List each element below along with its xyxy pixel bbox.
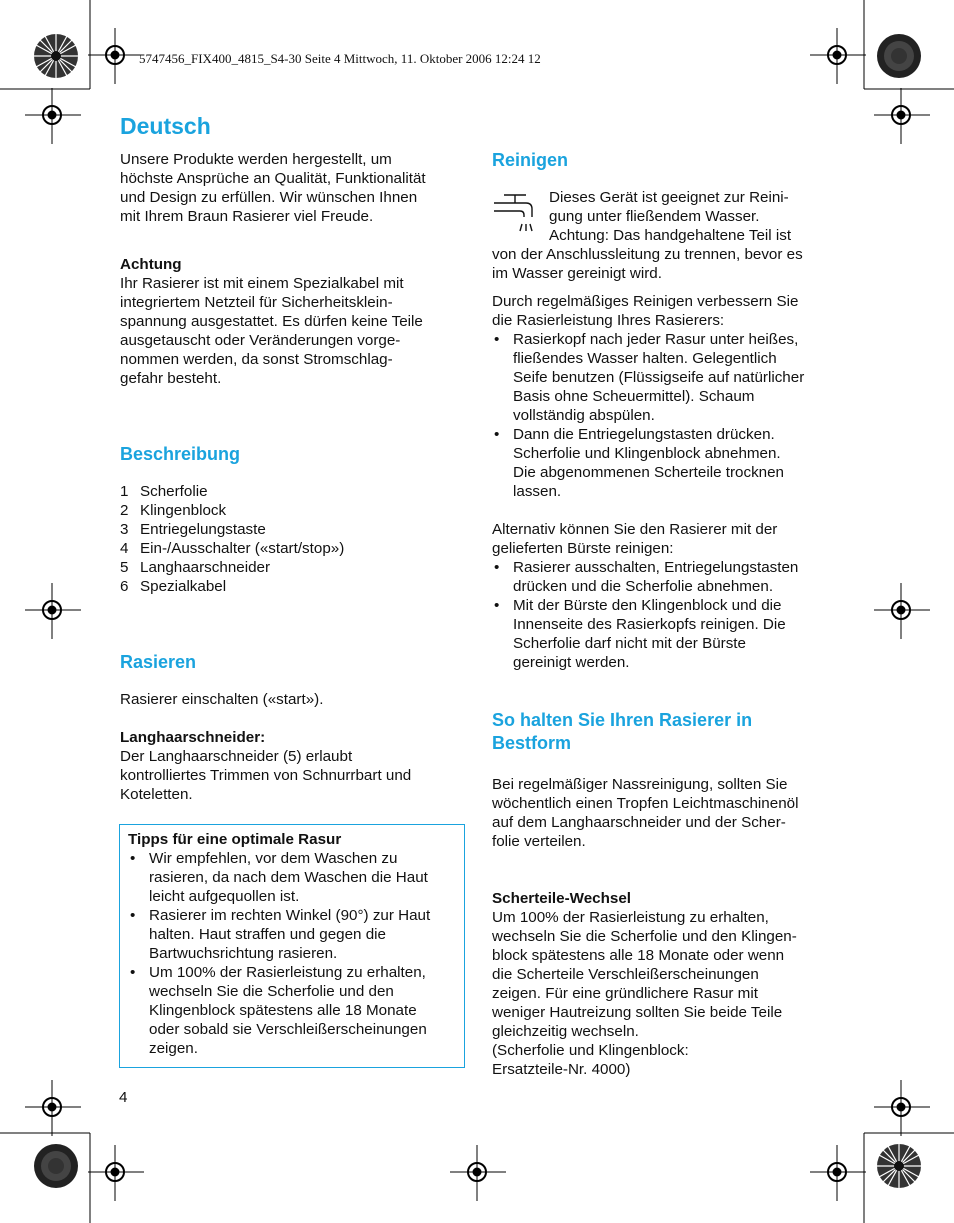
list-item: 5 Langhaarschneider: [120, 559, 271, 576]
registration-mark-icon: [88, 1145, 144, 1201]
page-number: 4: [119, 1089, 128, 1106]
registration-mark-icon: [450, 1145, 506, 1201]
reinigen-regular: Durch regelmäßiges Reinigen verbessern Sie die Rasierleistung Ihres Rasierers: • Rasierkopf nach jeder Rasur unter heißes, fließendes Wasser halten. Gelegentlich Seife benutzen (Flüssigseife auf natürlicher Basis ohne Scheuermittel). Schaum vollständig abspülen. • Dann die Entriegelungstasten drücken. Scherfolie und Klingenblock abnehmen. Die abgenommenen Scherteile trocknen lassen.: [492, 293, 805, 500]
page-title: Deutsch: [120, 113, 211, 139]
registration-mark-icon: [25, 88, 81, 144]
list-item: 1 Scherfolie: [120, 483, 208, 500]
bestform-text: Bei regelmäßiger Nassreinigung, sollten Sie wöchentlich einen Tropfen Leichtmaschinenöl auf dem Langhaarschneider und der Scher- folie verteilen.: [492, 776, 799, 850]
beschreibung-heading: Beschreibung: [120, 444, 241, 464]
registration-mark-icon: [25, 1080, 81, 1136]
print-slug: 5747456_FIX400_4815_S4-30 Seite 4 Mittwoch, 11. Oktober 2006 12:24 12: [139, 51, 541, 66]
rasieren-heading: Rasieren: [120, 652, 197, 672]
reinigen-heading: Reinigen: [492, 150, 569, 170]
langhaar-heading: Langhaarschneider:: [120, 729, 266, 746]
reinigen-alternative: Alternativ können Sie den Rasierer mit der gelieferten Bürste reinigen: • Rasierer ausschalten, Entriegelungstasten drücken und die Scherfolie abnehmen. • Mit der Bürste den Klingenblock und die Innenseite des Rasierkopfs reinigen. Die Scherfolie darf nicht mit der Bürste gereinigt werden.: [492, 521, 799, 671]
list-item: • Rasierer im rechten Winkel (90°) zur Haut halten. Haut straffen und gegen die Bartwuchsrichtung rasieren.: [130, 907, 431, 962]
list-item: • Rasierkopf nach jeder Rasur unter heißes, fließendes Wasser halten. Gelegentlich Seife benutzen (Flüssigseife auf natürlicher Basis ohne Scheuermittel). Schaum vollständig abspülen.: [494, 331, 805, 424]
reinigen-intro-rest: von der Anschlussleitung zu trennen, bevor es im Wasser gereinigt wird.: [492, 246, 803, 282]
registration-mark-icon: [88, 28, 144, 84]
registration-mark-icon: [874, 1080, 930, 1136]
list-item: • Wir empfehlen, vor dem Waschen zu rasieren, da nach dem Waschen die Haut leicht aufgequollen ist.: [130, 850, 428, 905]
achtung-heading: Achtung: [120, 256, 182, 273]
langhaar-section: Langhaarschneider: Der Langhaarschneider (5) erlaubt kontrolliertes Trimmen von Schnurrbart und Koteletten.: [120, 729, 412, 803]
registration-mark-icon: [874, 583, 930, 639]
wechsel-section: Scherteile-Wechsel Um 100% der Rasierleistung zu erhalten, wechseln Sie die Scherfolie und den Klingen- block spätestens alle 18 Monate oder wenn die Scherteile Verschleißerscheinungen zeigen. Für eine gründlichere Rasur mit weniger Hautreizung sollten Sie beide Teile gleichzeitig wechseln. (Scherfolie und Klingenblock: Ersatzteile-Nr. 4000): [492, 890, 797, 1078]
tips-heading: Tipps für eine optimale Rasur: [128, 831, 342, 848]
intro-paragraph: Unsere Produkte werden hergestellt, um höchste Ansprüche an Qualität, Funktionalität und Design zu erfüllen. Wir wünschen Ihnen mit Ihrem Braun Rasierer viel Freude.: [120, 151, 426, 225]
running-water-icon: [492, 191, 536, 235]
registration-mark-icon: [874, 88, 930, 144]
parts-list: [120, 482, 344, 596]
list-item: • Dann die Entriegelungstasten drücken. Scherfolie und Klingenblock abnehmen. Die abgenommenen Scherteile trocknen lassen.: [494, 426, 785, 500]
reinigen-intro-wrapped: Dieses Gerät ist geeignet zur Reini- gung unter fließendem Wasser. Achtung: Das handgehaltene Teil ist: [549, 189, 792, 244]
tips-content: [128, 830, 430, 1058]
registration-mark-icon: [810, 28, 866, 84]
list-item: 2 Klingenblock: [120, 502, 227, 519]
list-item: • Rasierer ausschalten, Entriegelungstasten drücken und die Scherfolie abnehmen.: [494, 559, 799, 595]
list-item: • Um 100% der Rasierleistung zu erhalten, wechseln Sie die Scherfolie und den Klingenblock spätestens alle 18 Monate oder sobald sie Verschleißerscheinungen zeigen.: [130, 964, 427, 1057]
color-bar-target-icon: [876, 33, 922, 79]
list-item: 6 Spezialkabel: [120, 578, 227, 595]
list-item: 3 Entriegelungstaste: [120, 521, 266, 538]
registration-mark-icon: [810, 1145, 866, 1201]
color-bar-target-icon: [33, 33, 79, 79]
wechsel-heading: Scherteile-Wechsel: [492, 890, 632, 907]
list-item: 4 Ein-/Ausschalter («start/stop»): [120, 540, 345, 557]
list-item: • Mit der Bürste den Klingenblock und die Innenseite des Rasierkopfs reinigen. Die Scherfolie darf nicht mit der Bürste gereinigt werden.: [494, 597, 786, 671]
color-bar-target-icon: [876, 1143, 922, 1189]
bestform-heading: So halten Sie Ihren Rasierer in Bestform: [492, 710, 753, 753]
registration-mark-icon: [25, 583, 81, 639]
rasieren-text: Rasierer einschalten («start»).: [120, 691, 324, 708]
achtung-section: Achtung Ihr Rasierer ist mit einem Spezialkabel mit integriertem Netzteil für Sicherheitsklein- spannung ausgestattet. Es dürfen keine Teile ausgetauscht oder Veränderungen vorge- nommen werden, da sonst Stromschlag- gefahr besteht.: [120, 256, 423, 387]
color-bar-target-icon: [33, 1143, 79, 1189]
